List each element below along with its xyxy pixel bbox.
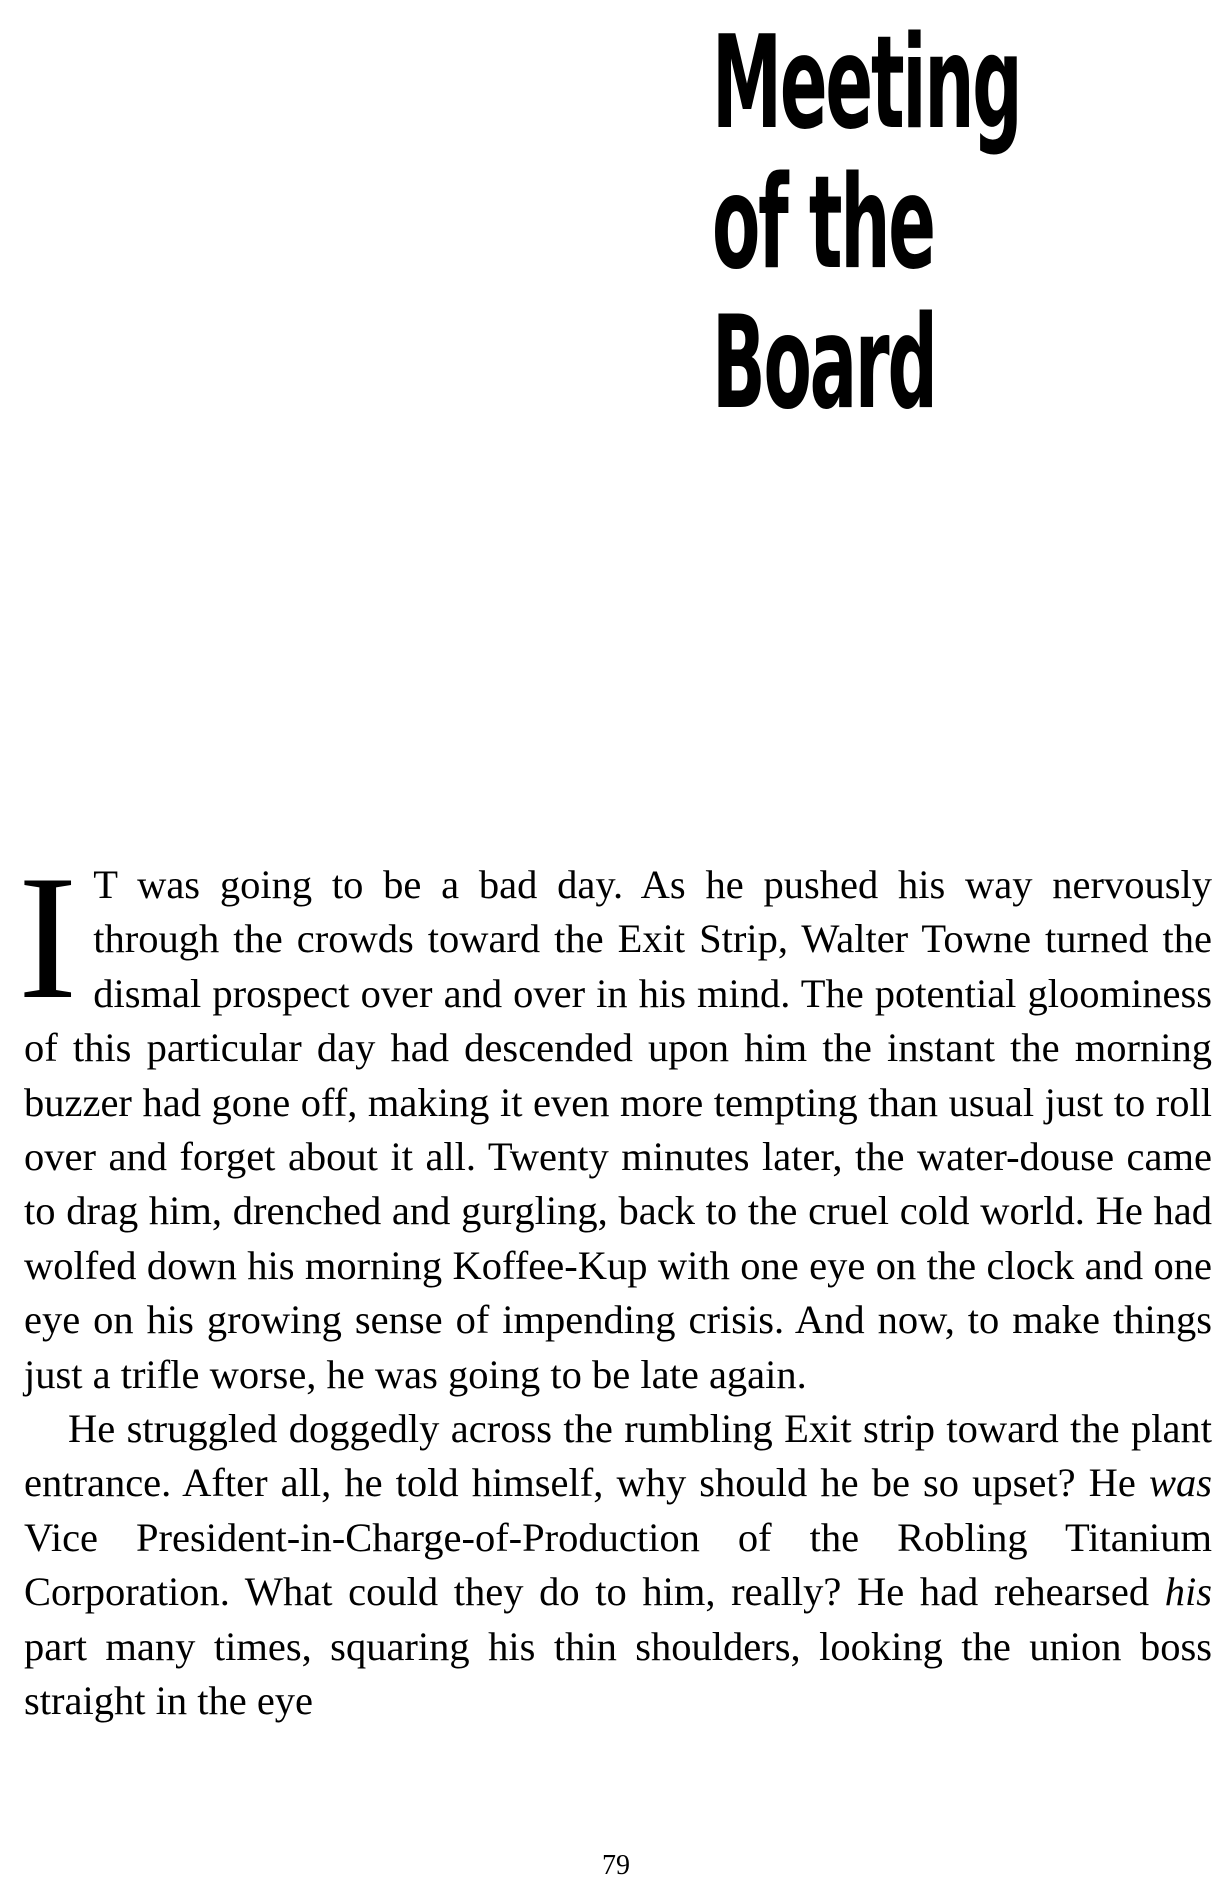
chapter-title-line-3: Board: [712, 289, 936, 438]
paragraph-2-italic-his: his: [1164, 1569, 1212, 1615]
drop-cap: I: [18, 838, 78, 1036]
page-number: 79: [602, 1850, 630, 1881]
paragraph-2-text-b: Vice President-in-Charge-of-Production of the Robling Titanium Corporation. What could they do to him, really? He had rehearsed: [24, 1514, 1212, 1615]
paragraph-2-italic-was: was: [1148, 1460, 1212, 1506]
chapter-title-line-1: Meeting: [712, 9, 1021, 158]
paragraph-2: [24, 1402, 1212, 1728]
paragraph-2-text-c: part many times, squaring his thin shoulders, looking the union boss straight in the eye: [24, 1623, 1212, 1724]
chapter-title: [712, 9, 1112, 438]
paragraph-1-text: T was going to be a bad day. As he pushed his way nervously through the crowds toward the Exit Strip, Walter Towne turned the dismal prospect over and over in his mind. The potential gloominess of this particular day had descended upon him the instant the morning buzzer had gone off, making it even more tempting than usual just to roll over and forget about it all. Twenty minutes later, the water-douse came to drag him, drenched and gurgling, back to the cruel cold world. He had wolfed down his morning Koffee-Kup with one eye on the clock and one eye on his growing sense of impending crisis. And now, to make things just a trifle worse, he was going to be late again.: [24, 862, 1212, 1397]
chapter-title-line-2: of the: [712, 149, 934, 298]
paragraph-1: [18, 838, 1212, 1402]
paragraph-2-text-a: He struggled doggedly across the rumbling Exit strip toward the plant entrance. After all, he told himself, why should he be so upset? He: [24, 1406, 1212, 1506]
body-text: [18, 838, 1212, 1729]
